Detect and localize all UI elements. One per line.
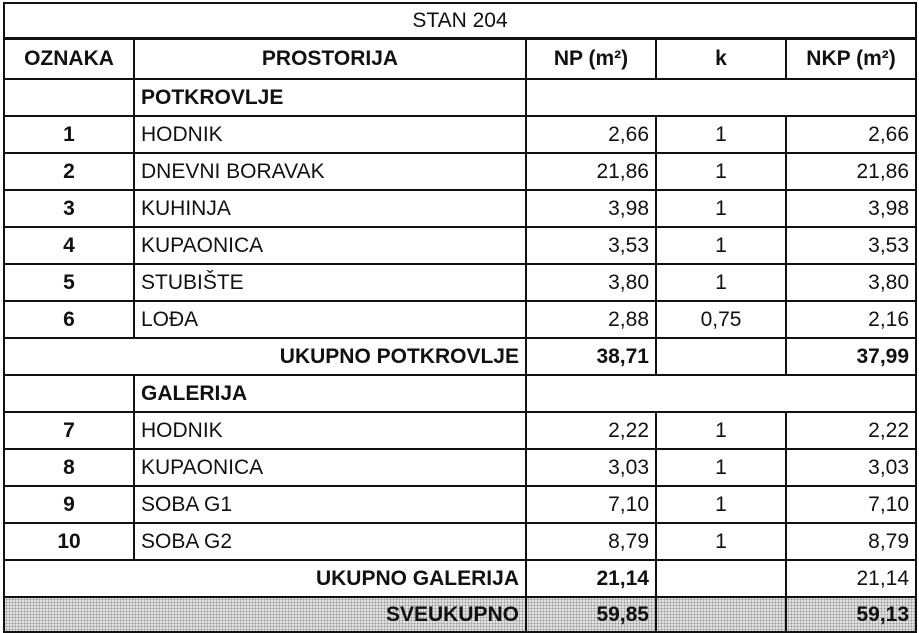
table-row (4, 264, 916, 301)
subtotal-label: UKUPNO POTKROVLJE (4, 338, 526, 375)
row-oznaka: 9 (4, 486, 134, 523)
subtotal-np: 38,71 (526, 338, 656, 375)
header-nkp: NKP (m²) (786, 39, 916, 80)
row-np: 2,22 (526, 412, 656, 449)
row-np: 2,66 (526, 116, 656, 153)
row-nkp: 3,03 (786, 449, 916, 486)
row-oznaka: 1 (4, 116, 134, 153)
row-oznaka: 8 (4, 449, 134, 486)
row-oznaka: 10 (4, 523, 134, 560)
section-nkp-cell (786, 79, 916, 116)
row-k: 1 (656, 412, 786, 449)
header-row (4, 39, 916, 80)
row-oznaka: 7 (4, 412, 134, 449)
section-np-cell (526, 375, 656, 412)
section-nkp-cell (786, 375, 916, 412)
row-np: 2,88 (526, 301, 656, 338)
row-nkp: 8,79 (786, 523, 916, 560)
row-k: 1 (656, 153, 786, 190)
section-name: POTKROVLJE (134, 79, 526, 116)
section-name: GALERIJA (134, 375, 526, 412)
total-label: SVEUKUPNO (4, 597, 526, 632)
area-table-sheet (3, 2, 915, 633)
subtotal-k-cell (656, 560, 786, 597)
row-nkp: 3,98 (786, 190, 916, 227)
subtotal-nkp: 37,99 (786, 338, 916, 375)
total-nkp: 59,13 (786, 597, 916, 632)
table-title: STAN 204 (4, 3, 916, 39)
table-row (4, 153, 916, 190)
section-row (4, 79, 916, 116)
area-table (3, 2, 917, 633)
header-prostorija: PROSTORIJA (134, 39, 526, 80)
table-row (4, 190, 916, 227)
table-row (4, 486, 916, 523)
row-np: 3,80 (526, 264, 656, 301)
row-k: 1 (656, 523, 786, 560)
section-oznaka-cell (4, 375, 134, 412)
row-np: 8,79 (526, 523, 656, 560)
row-oznaka: 6 (4, 301, 134, 338)
row-prostorija: SOBA G2 (134, 523, 526, 560)
row-oznaka: 4 (4, 227, 134, 264)
row-nkp: 21,86 (786, 153, 916, 190)
row-prostorija: KUHINJA (134, 190, 526, 227)
subtotal-label: UKUPNO GALERIJA (4, 560, 526, 597)
row-k: 1 (656, 116, 786, 153)
row-k: 1 (656, 227, 786, 264)
row-k: 1 (656, 486, 786, 523)
table-row (4, 227, 916, 264)
row-oznaka: 2 (4, 153, 134, 190)
row-nkp: 3,53 (786, 227, 916, 264)
section-oznaka-cell (4, 79, 134, 116)
section-k-cell (656, 375, 786, 412)
row-nkp: 2,66 (786, 116, 916, 153)
header-np: NP (m²) (526, 39, 656, 80)
row-prostorija: LOĐA (134, 301, 526, 338)
row-prostorija: HODNIK (134, 116, 526, 153)
subtotal-row (4, 338, 916, 375)
row-k: 0,75 (656, 301, 786, 338)
row-prostorija: DNEVNI BORAVAK (134, 153, 526, 190)
subtotal-np: 21,14 (526, 560, 656, 597)
section-k-cell (656, 79, 786, 116)
row-nkp: 2,22 (786, 412, 916, 449)
row-np: 21,86 (526, 153, 656, 190)
row-np: 7,10 (526, 486, 656, 523)
table-row (4, 301, 916, 338)
row-prostorija: KUPAONICA (134, 449, 526, 486)
row-np: 3,53 (526, 227, 656, 264)
section-row (4, 375, 916, 412)
row-nkp: 3,80 (786, 264, 916, 301)
row-k: 1 (656, 190, 786, 227)
subtotal-nkp: 21,14 (786, 560, 916, 597)
section-np-cell (526, 79, 656, 116)
row-prostorija: STUBIŠTE (134, 264, 526, 301)
row-nkp: 7,10 (786, 486, 916, 523)
subtotal-k-cell (656, 338, 786, 375)
table-row (4, 523, 916, 560)
header-oznaka: OZNAKA (4, 39, 134, 80)
row-oznaka: 3 (4, 190, 134, 227)
subtotal-row (4, 560, 916, 597)
table-row (4, 116, 916, 153)
row-np: 3,03 (526, 449, 656, 486)
total-k-cell (656, 597, 786, 632)
row-prostorija: SOBA G1 (134, 486, 526, 523)
table-row (4, 449, 916, 486)
row-prostorija: KUPAONICA (134, 227, 526, 264)
row-k: 1 (656, 264, 786, 301)
total-row (4, 597, 916, 632)
row-nkp: 2,16 (786, 301, 916, 338)
row-prostorija: HODNIK (134, 412, 526, 449)
row-np: 3,98 (526, 190, 656, 227)
header-k: k (656, 39, 786, 80)
row-k: 1 (656, 449, 786, 486)
row-oznaka: 5 (4, 264, 134, 301)
total-np: 59,85 (526, 597, 656, 632)
table-row (4, 412, 916, 449)
title-row (4, 3, 916, 39)
